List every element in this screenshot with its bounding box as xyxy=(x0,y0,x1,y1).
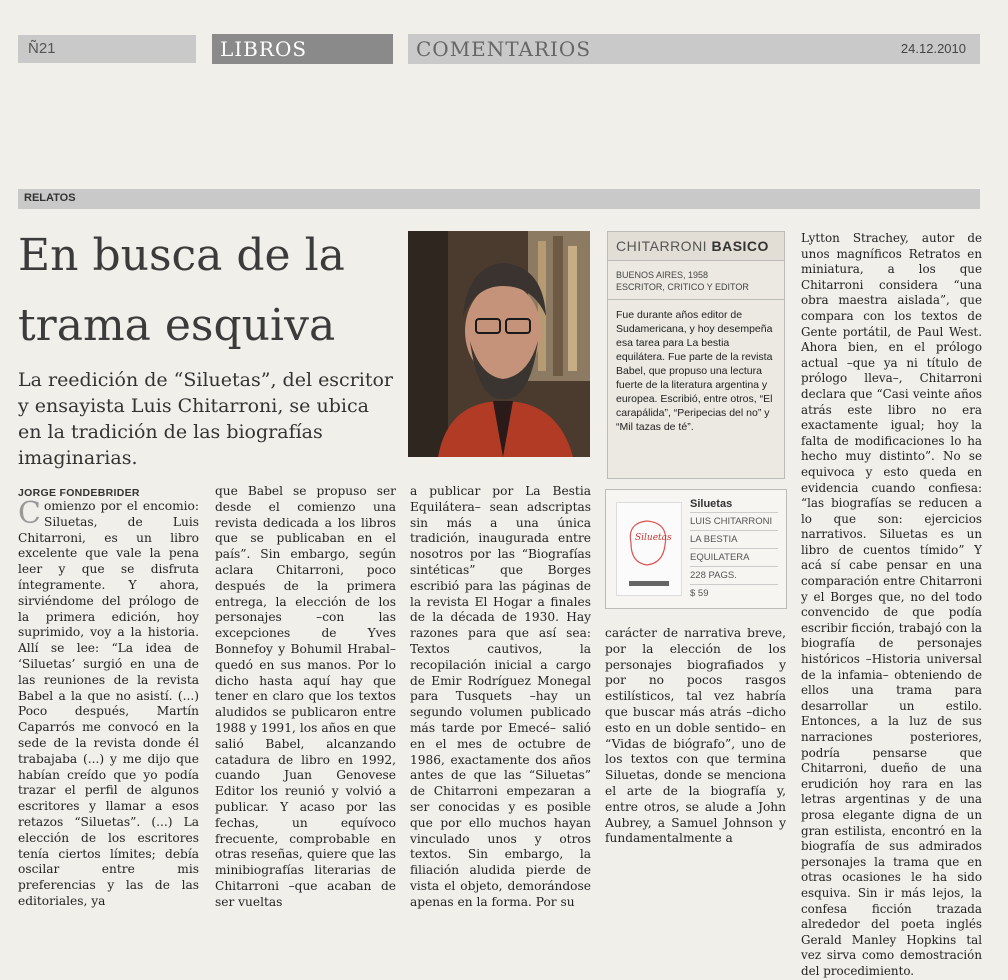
book-cover-art xyxy=(617,503,681,595)
rubric-label: RELATOS xyxy=(24,192,76,204)
deck: La reedición de “Siluetas”, del escritor y ensayista Luis Chitarroni, se ubica en la tradición de las biografías imaginarias. xyxy=(18,369,394,469)
book-meta xyxy=(690,513,778,602)
book-publisher-b: EQUILATERA xyxy=(690,549,778,567)
book-publisher-a: LA BESTIA xyxy=(690,531,778,549)
book-details xyxy=(690,498,778,602)
headline-line-1: En busca de la xyxy=(18,230,345,281)
page-number: Ñ21 xyxy=(28,40,56,57)
sidebar-meta-line-1: BUENOS AIRES, 1958 xyxy=(616,270,709,280)
sidebar-body: Fue durante años editor de Sudamericana, y hoy desempeña esa tarea para La bestia equilátera. Fue parte de la revista Babel, que propuso una lectura fuerte de la literatura argentina y europea. Escribió, entre otros, “El carapálida”, “Peripecias del no” y “Mil tazas de té”. xyxy=(616,309,773,433)
book-title: Siluetas xyxy=(690,498,778,513)
sidebar-title-b: BASICO xyxy=(711,238,769,254)
sidebar-meta-line-2: ESCRITOR, CRITICO Y EDITOR xyxy=(616,282,749,292)
sidebar-title xyxy=(608,232,784,261)
column-2: que Babel se propuso ser desde el comienzo una revista dedicada a los libros que se publicaban en el país”. Sin embargo, según aclara Chitarroni, poco después de la primera entrega, la elección de los personajes –con las excepciones de Yves Bonnefoy y Bohumil Hrabal– quedó en sus manos. Por lo dicho hasta aquí hay que tener en claro que los textos aludidos se publicaron entre 1988 y 1991, los años en que salió Babel, alcanzando catadura de libro en 1992, cuando Juan Genovese Editor los reunió y volvió a publicar. Y acaso por las fechas, un equívoco frecuente, comprobable en otras reseñas, quiere que las minibiografías literarias de Chitarroni –que acaban de ser vueltas xyxy=(215,484,396,909)
headline xyxy=(18,228,398,354)
column-1-text: omienzo por el encomio: Siluetas, de Luis Chitarroni, es un libro excelente que vale la pena leer y que se disfruta íntegramente. Y ahora, sirviéndome del prólogo de la primera edición, hoy suprimido, voy a la historia. Allí se lee: “La idea de ‘Siluetas’ surgió en una de las reuniones de la revista Babel a la que no asistí. (...) Poco después, Martín Caparrós me convocó en la sede de la revista donde él trabajaba (...) y me dijo que habían creído que yo podía trazar el perfil de algunos escritores y llamar a esos retazos “Siluetas”. (...) La elección de los escritores tenía ciertos límites; debía oscilar entre mis preferencias y las de las editoriales, ya xyxy=(18,499,199,908)
sidebar-title-a: CHITARRONI xyxy=(616,238,708,254)
book-cover xyxy=(616,502,682,596)
column-3: a publicar por La Bestia Equilátera– sean adscriptas sin más a una única tradición, inaugurada entre nosotros por las “Biografías sintéticas” que Borges escribió para las páginas de la revista El Hogar a finales de la década de 1930. Hay razones para que así sea: Textos cautivos, la recopilación inicial a cargo de Emir Rodríguez Monegal para Tusquets –hay un segundo volumen publicado más tarde por Emecé– salió en el mes de octubre de 1986, exactamente dos años antes de que las “Siluetas” de Chitarroni empezaran a ser conocidas y es posible que por ello muchos hayan vinculado unos y otros textos. Sin embargo, la filiación aludida pierde de vista el objeto, demorándose apenas en la forma. Por su xyxy=(410,484,591,909)
issue-date: 24.12.2010 xyxy=(900,41,966,56)
sidebar-meta xyxy=(608,261,784,300)
portrait-image xyxy=(408,231,590,457)
author-photo xyxy=(408,231,590,457)
byline: JORGE FONDEBRIDER xyxy=(18,487,140,499)
rubric-bar xyxy=(18,189,980,209)
drop-cap: C xyxy=(18,496,41,531)
bio-sidebar xyxy=(607,231,785,479)
column-1 xyxy=(18,496,199,910)
book-box xyxy=(605,489,787,609)
subsection-bar xyxy=(408,34,980,64)
column-5: Lytton Strachey, autor de unos magníficos Retratos en miniatura, a los que Chitarroni considera “una obra maestra aislada”, que compara con los textos de Gente portátil, de Paul West. Ahora bien, en el prólogo actual –que ya ni título de prólogo lleva–, Chitarroni declara que “Casi veinte años atrás este libro no era exactamente igual; hoy la falta de modificaciones lo ha hecho muy distinto”. No se equivoca y esto queda en evidencia cuando confiesa: “las biografías se reducen a lo que son: ejercicios narrativos. Siluetas es un libro de cuentos tímido” Y acá sí cabe pensar en una comparación entre Chitarroni y el Borges que, no del todo convencido de que podía escribir ficción, trabajó con la biografía de personajes históricos –Historia universal de la infamia– obteniendo de ellos una trama para desarrollar un estilo. Entonces, a la luz de sus narraciones posteriores, podría pensarse que Chitarroni, dueño de una erudición hoy rara en las letras argentinas y de una prosa elegante digna de un gran estilista, encontró en la biografía de sus admirados personajes la trama que en otras ocasiones le ha sido esquiva. Sin ir más lejos, la confesa ficción trazada alrededor del poeta inglés Gerald Manley Hopkins tal vez sirva como demostración del procedimiento. xyxy=(801,231,982,978)
headline-line-2: trama esquiva xyxy=(18,300,336,351)
book-price: $ 59 xyxy=(690,588,709,599)
book-cover-title: Siluetas xyxy=(635,533,672,543)
book-author: LUIS CHITARRONI xyxy=(690,513,778,531)
masthead-left xyxy=(18,35,196,63)
subsection-label: COMENTARIOS xyxy=(416,37,592,61)
section-label: LIBROS xyxy=(220,37,308,61)
section-bar xyxy=(212,34,393,64)
book-pages: 228 PAGS. xyxy=(690,567,778,585)
column-4: carácter de narrativa breve, por la elección de los personajes biografiados y por no pocos rasgos estilísticos, tal vez habría que buscar más atrás –dicho esto en un doble sentido– en “Vidas de biógrafo”, uno de los textos con que termina Siluetas, donde se menciona el arte de la biografía y, entre otros, se alude a John Aubrey, a Samuel Johnson y fundamentalmente a xyxy=(605,626,786,846)
